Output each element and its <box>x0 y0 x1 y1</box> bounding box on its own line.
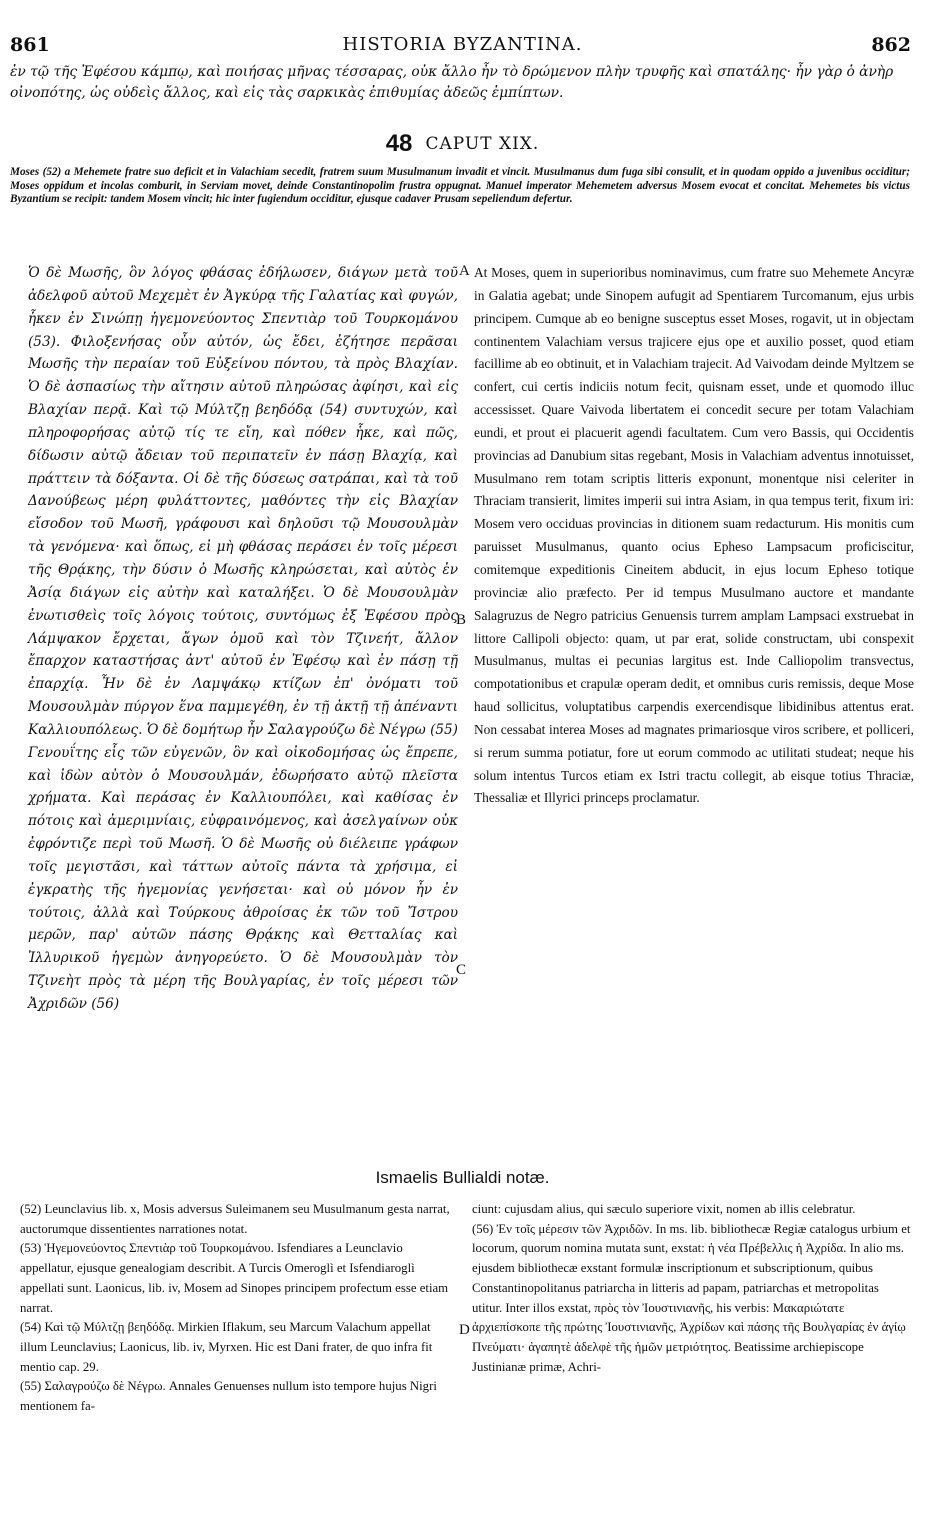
chapter-heading <box>0 130 925 164</box>
note-53: (53) Ἡγεμονεύοντος Σπεντιὰρ τοῦ Τουρκομάνου. Isfendiares a Leunclavio appellatur, ejusque genealogiam describit. A Turcis Omeroglì et Isfendiaroglì appellati sunt. Laonicus, lib. iv, Mosem ad Sinopes principem profectum esse etiam narrat. <box>20 1241 449 1315</box>
page-number-right: 862 <box>871 34 911 56</box>
note-55-continued: ciunt: cujusdam alius, qui sæculo superiore vixit, nomen ab illis celebratur. <box>472 1202 856 1216</box>
greek-column: Ὁ δὲ Μωσῆς, ὃν λόγος φθάσας ἐδήλωσεν, διάγων μετὰ τοῦ ἀδελφοῦ αὐτοῦ Μεχεμὲτ ἐν Ἀγκύρᾳ τῆς Γαλατίας καὶ φυγών, ἧκεν ἐν Σινώπῃ ἡγεμονεύοντος Σπεντιὰρ τοῦ Τουρκομάνου (53). Φιλοξενήσας οὖν αὐτόν, ὡς ἔδει, ἐζήτησε περᾶσαι Μωσῆς τὴν περαίαν τοῦ Εὐξείνου πόντου, τὰ πρὸς Βλαχίαν. Ὁ δὲ ἀσπασίως τὴν αἴτησιν αὐτοῦ πληρώσας ἀφίησι, καὶ εἰς Βλαχίαν περᾷ. Καὶ τῷ Μύλτζῃ βεηδόδᾳ (54) συντυχών, καὶ πληροφορήσας αὐτῷ τίς τε εἴη, καὶ πόθεν ἧκε, καὶ πῶς, δίδωσιν αὐτῷ ἄδειαν τοῦ περιπατεῖν ἐν πάσῃ Βλαχίᾳ, καὶ πράττειν τὰ δόξαντα. Οἱ δὲ τῆς δύσεως σατράπαι, καὶ τὰ τοῦ Δανούβεως μέρη φυλάττοντες, μαθόντες τὴν εἰς Βλαχίαν εἴσοδον τοῦ Μωσῆ, γράφουσι καὶ δηλοῦσι τῷ Μουσουλμὰν τὰ γενόμενα· καὶ ὅπως, εἰ μὴ φθάσας περάσει ἐν τοῖς μέρεσι τῆς Θρᾴκης, τὴν δύσιν ὁ Μωσῆς κληρώσεται, καὶ αὐτὸς ἐν Ἀσίᾳ διάγων εἰς αὐτὴν καὶ καταλήξει. Ὁ δὲ Μουσουλμὰν ἐνωτισθεὶς τοῖς λόγοις τούτοις, συντόμως ἐξ Ἐφέσου πρὸς Λάμψακον ἔρχεται, ἄγων ὁμοῦ καὶ τὸν Τζινεήτ, ἄλλον ἔπαρχον καταστήσας ἀντ' αὐτοῦ ἐν Ἐφέσῳ καὶ ἐν πάσῃ τῇ ἐπαρχίᾳ. Ἦν δὲ ἐν Λαμψάκῳ κτίζων ἐπ' ὀνόματι τοῦ Μουσουλμὰν πύργον ἕνα παμμεγέθη, ἐν τῇ ἀκτῇ τῇ ἀπέναντι Καλλιουπόλεως. Ὁ δὲ δομήτωρ ἦν Σαλαγρούζω δὲ Νέγρω (55) Γενουΐτης εἷς τῶν εὐγενῶν, ὃν καὶ οἰκοδομήσας ὡς ἔπρεπε, καὶ ἰδὼν αὐτὸν ὁ Μουσουλμάν, ἐδωρήσατο αὐτῷ πλεῖστα χρήματα. Καὶ περάσας ἐν Καλλιουπόλει, καὶ καθίσας ἐν πότοις καὶ ἀμεριμνίαις, εὐφραινόμενος, καὶ ἀσελγαίνων οὐκ ἐφρόντιζε περὶ τοῦ Μωσῆ. Ὁ δὲ Μωσῆς οὐ διέλειπε γράφων τοῖς μεγιστᾶσι, καὶ τάττων αὐτοῖς πάντα τὰ χρήσιμα, εἰ ἐγκρατὴς τῆς ἡγεμονίας γενήσεται· καὶ οὐ μόνον ἦν ἐν τούτοις, ἀλλὰ καὶ Τούρκους ἀθροίσας ἐκ τῶν τοῦ Ἴστρου μερῶν, παρ' αὐτῶν πάσης Θρᾴκης καὶ Θετταλίας καὶ Ἰλλυρικοῦ ἡγεμὼν ἀνηγορεύετο. Ὁ δὲ Μουσουλμὰν τὸν Τζινεὴτ πρὸς τὰ μέρη τῆς Βουλγαρίας, ἐν τοῖς μέρεσι τῶν Ἀχριδῶν (56) <box>28 265 458 1012</box>
notes-left-column <box>20 1200 450 1417</box>
note-54: (54) Καὶ τῷ Μύλτζῃ βεηδόδᾳ. Mirkien Iflakum, seu Marcum Valachum appellat illum Leunclavius; Laonicus, lib. iv, Myrxen. Hic est Dani frater, de quo infra fit mentio cap. 29. <box>20 1320 433 1374</box>
notes-title: Ismaelis Bullialdi notæ. <box>375 1168 550 1187</box>
chapter-number: 48 <box>385 130 413 157</box>
margin-marker-a: A <box>459 263 470 279</box>
note-55: (55) Σαλαγρούζω δὲ Νέγρω. Annales Genuenses nullum isto tempore hujus Nigri mentionem fa- <box>20 1379 437 1414</box>
chapter-summary: Moses (52) a Mehemete fratre suo deficit et in Valachiam secedit, fratrem suum Musulmanum invadit et vincit. Musulmanus dum fuga sibi consulit, et in quodam oppido a juvenibus occiditur; Moses oppidum et incolas comburit, in Serviam movet, deinde Constantinopolim frustra oppugnat. Manuel imperator Mehemetem adversus Mosem evocat et concitat. Mehemetes bis victus Byzantium se recipit: tandem Mosem vincit; hic inter fugiendum occiditur, ejusque cadaver Prusam sepeliendum defertur. <box>10 166 910 205</box>
notes-right-column <box>472 1200 912 1377</box>
running-title: HISTORIA BYZANTINA. <box>342 34 583 55</box>
note-56: (56) Ἐν τοῖς μέρεσιν τῶν Ἀχριδῶν. In ms. lib. bibliothecæ Regiæ catalogus urbium et locorum, quorum nomina mutata sunt, exstat: ἡ νέα Πρέβελλις ἡ Ἀχρίδα. In alio ms. ejusdem bibliothecæ exstant formulæ inscriptionum et subscriptionum, quibus Constantinopolitanus patriarcha in litteris ad papam, patriarchas et metropolitas utitur. Inter illos exstat, πρὸς τὸν Ἰουστινιανῆς, his verbis: Μακαριώτατε ἀρχιεπίσκοπε τῆς πρώτης Ἰουστινιανῆς, Ἀχρίδων καὶ πάσης τῆς Βουλγαρίας ἐν ἁγίῳ Πνεύματι· ἀγαπητὲ ἀδελφὲ τῆς ἡμῶν μετριότητος. Beatissime archiepiscope Justinianæ primæ, Achri- <box>472 1221 911 1374</box>
margin-marker-d: D <box>459 1322 470 1338</box>
margin-marker-c: C <box>456 962 467 978</box>
latin-column: At Moses, quem in superioribus nominavimus, cum fratre suo Mehemete Ancyræ in Galatia agebat; unde Sinopem aufugit ad Spentiarem Turcomanum, ejus urbis principem. Cumque ab eo benigne susceptus esset Moses, rogavit, ut in objectam continentem Valachiam versus trajicere ejus ope et auxilio posset, quod etiam facillime ab eo obtinuit, et in Valachiam trajecit. Ad Vaivodam deinde Myltzem se confert, cui certis indiciis notum fecit, quisnam esset, unde et quomodo illuc accessisset. Quare Vaivoda libertatem ei concedit secure per totam Valachiam eundi, et prout ei placuerit agendi facultatem. Cum vero Bassis, qui Occidentis provincias ad Danubium sitas regebant, Mosis in Valachiam adventus innotuisset, Musulmano rem totam scriptis litteris exponunt, monentque nisi celeriter in Thraciam transierit, limites imperii sui intra Asiam, in qua tempus terit, fixum iri: Mosem vero occiduas provincias in ditionem suam redacturum. His monitis cum paruisset Musulmanus, quanto ocius Epheso Lampsacum proficiscitur, comitemque expeditionis Cineitem abducit, in ejus locum Epheso totique provinciæ alio præfecto. Per id tempus Musulmano auctore et mandante Salagruzus de Negro patricius Genuensis turrem amplam Lampsaci exstruebat in littore Callipoli objecto: quam, ut par erat, solide constructam, ubi conspexit Musulmanus, multas ei pecunias largitus est. Inde Calliopolim transvectus, compotationibus et crapulæ operam dedit, et omnibus curis remissis, deque Mose haud sollicitus, voluptatibus carpendis exercendisque libidinibus attentus erat. Non cessabat interea Moses ad magnates primariosque viros scribere, et polliceri, si rerum summa potiatur, fore ut eorum commodo ac utilitati studeat; neque his solum intentus Turcos etiam ex Istri tractu collegit, ab eisque totius Thraciæ, Thessaliæ et Illyrici princeps proclamatur. <box>474 265 914 806</box>
note-52: (52) Leunclavius lib. x, Mosis adversus Suleimanem seu Musulmanum gesta narrat, auctorumque dissentientes narrationes notat. <box>20 1202 450 1236</box>
margin-marker-b: B <box>456 612 467 628</box>
chapter-title: CAPUT XIX. <box>425 134 540 154</box>
running-header <box>0 34 925 58</box>
continued-greek-text: ἐν τῷ τῆς Ἐφέσου κάμπῳ, καὶ ποιήσας μῆνας τέσσαρας, οὐκ ἄλλο ἦν τὸ δρώμενον πλὴν τρυφῆς καὶ σπατάλης· ἦν γὰρ ὁ ἀνὴρ οἰνοπότης, ὡς οὐδεὶς ἄλλος, καὶ εἰς τὰς σαρκικὰς ἐπιθυμίας ἀδεῶς ἐμπίπτων. <box>10 64 894 101</box>
page-number-left: 861 <box>10 34 50 56</box>
